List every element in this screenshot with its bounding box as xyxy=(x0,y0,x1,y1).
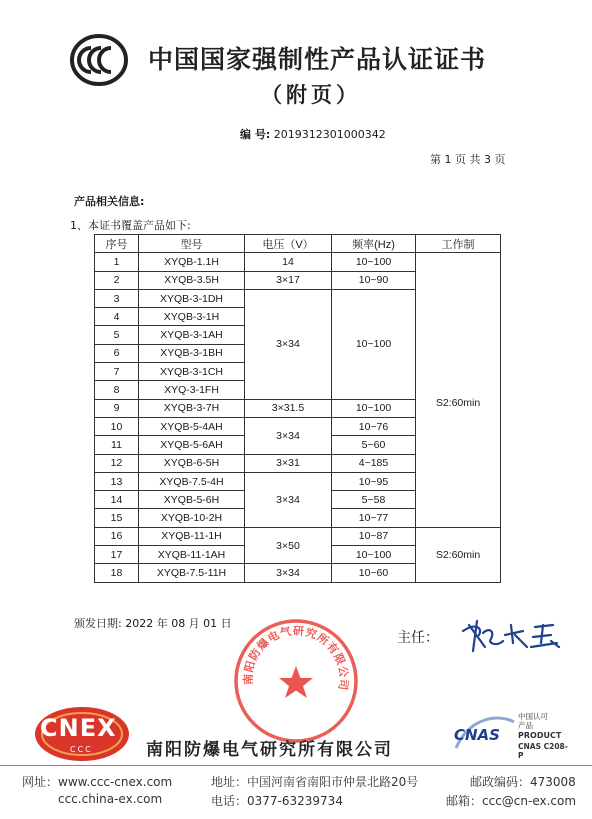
cell-model: XYQB-5-4AH xyxy=(139,417,245,435)
cell-model: XYQ-3-1FH xyxy=(139,381,245,399)
cell-frequency: 5~58 xyxy=(332,491,416,509)
footer-zip: 邮政编码：473008 xyxy=(470,775,576,789)
seal-text: 南阳防爆电气研究所有限公司 xyxy=(241,624,351,692)
certificate-number xyxy=(240,126,386,142)
footer-phone: 电话：0377-63239734 xyxy=(211,794,343,808)
cell-model: XYQB-3-1CH xyxy=(139,363,245,381)
cell-no: 4 xyxy=(95,308,139,326)
footer-address: 地址：中国河南省南阳市仲景北路20号 xyxy=(211,775,419,789)
signature-icon xyxy=(455,613,575,655)
cell-no: 9 xyxy=(95,399,139,417)
cell-voltage: 3×17 xyxy=(245,271,332,289)
cnas-product-label: PRODUCT xyxy=(518,731,562,740)
header-voltage: 电压（V） xyxy=(245,235,332,253)
cell-frequency: 10~100 xyxy=(332,253,416,271)
ccc-logo-icon xyxy=(70,34,128,86)
cell-frequency: 10~100 xyxy=(332,546,416,564)
cell-frequency: 10~90 xyxy=(332,271,416,289)
cnex-logo-sub: CCC xyxy=(70,745,93,754)
cell-model: XYQB-3-7H xyxy=(139,399,245,417)
manager-label: 主任： xyxy=(397,630,439,646)
cell-no: 7 xyxy=(95,363,139,381)
cell-duty: S2:60min xyxy=(416,253,501,527)
cell-model: XYQB-5-6H xyxy=(139,491,245,509)
table-row xyxy=(95,527,501,545)
footer-divider xyxy=(0,765,592,766)
cell-voltage: 3×34 xyxy=(245,564,332,582)
footer-website: 网址：www.ccc-cnex.com xyxy=(22,775,173,789)
cnas-cn-label xyxy=(518,712,548,730)
product-intro: 1、本证书覆盖产品如下: xyxy=(70,219,191,232)
cell-no: 6 xyxy=(95,344,139,362)
cell-no: 17 xyxy=(95,546,139,564)
cell-model: XYQB-11-1AH xyxy=(139,546,245,564)
cell-no: 8 xyxy=(95,381,139,399)
certificate-number-label: 编 号: xyxy=(240,128,271,141)
header-frequency: 频率(Hz) xyxy=(332,235,416,253)
table-header-row xyxy=(95,235,501,253)
cell-model: XYQB-3.5H xyxy=(139,271,245,289)
cell-no: 16 xyxy=(95,527,139,545)
cnas-code: CNAS C208-P xyxy=(518,742,568,760)
certificate-number-value: 2019312301000342 xyxy=(273,128,386,141)
cell-no: 15 xyxy=(95,509,139,527)
cell-no: 3 xyxy=(95,289,139,307)
cell-no: 14 xyxy=(95,491,139,509)
cell-frequency: 10~60 xyxy=(332,564,416,582)
institute-name: 南阳防爆电气研究所有限公司 xyxy=(146,740,393,760)
cell-model: XYQB-1.1H xyxy=(139,253,245,271)
header-model: 型号 xyxy=(139,235,245,253)
section-title: 产品相关信息: xyxy=(74,195,145,208)
cell-no: 11 xyxy=(95,436,139,454)
cell-frequency: 10~100 xyxy=(332,399,416,417)
cell-frequency: 10~77 xyxy=(332,509,416,527)
cell-model: XYQB-11-1H xyxy=(139,527,245,545)
footer-website-2: ccc.china-ex.com xyxy=(58,792,163,806)
cell-frequency: 10~100 xyxy=(332,289,416,399)
cell-voltage: 3×34 xyxy=(245,472,332,527)
document-subtitle: （附页） xyxy=(261,82,361,107)
cell-voltage: 3×34 xyxy=(245,289,332,399)
header-no: 序号 xyxy=(95,235,139,253)
cnas-cn-line1: 中国认可 xyxy=(518,712,548,721)
cell-model: XYQB-3-1AH xyxy=(139,326,245,344)
cell-frequency: 4~185 xyxy=(332,454,416,472)
cell-model: XYQB-7.5-11H xyxy=(139,564,245,582)
product-table xyxy=(94,234,501,583)
cell-no: 12 xyxy=(95,454,139,472)
official-seal-icon xyxy=(233,618,359,744)
cnex-logo xyxy=(34,706,130,762)
issue-date: 颁发日期: 2022 年 08 月 01 日 xyxy=(74,617,232,630)
cell-no: 2 xyxy=(95,271,139,289)
cell-model: XYQB-3-1BH xyxy=(139,344,245,362)
cnas-cn-line2: 产品 xyxy=(518,721,533,730)
cnas-logo-text: CNAS xyxy=(454,726,500,744)
cell-voltage: 3×31.5 xyxy=(245,399,332,417)
cell-model: XYQB-5-6AH xyxy=(139,436,245,454)
cell-frequency: 10~76 xyxy=(332,417,416,435)
cnas-logo xyxy=(452,708,570,760)
cell-frequency: 5~60 xyxy=(332,436,416,454)
cell-model: XYQB-3-1H xyxy=(139,308,245,326)
cell-model: XYQB-10-2H xyxy=(139,509,245,527)
cell-voltage: 3×50 xyxy=(245,527,332,564)
cnex-logo-text: CNEX xyxy=(40,714,117,742)
cell-no: 1 xyxy=(95,253,139,271)
document-title: 中国国家强制性产品认证证书 xyxy=(148,45,487,74)
cell-model: XYQB-7.5-4H xyxy=(139,472,245,490)
cell-voltage: 3×31 xyxy=(245,454,332,472)
cell-frequency: 10~87 xyxy=(332,527,416,545)
header-duty: 工作制 xyxy=(416,235,501,253)
cell-model: XYQB-6-5H xyxy=(139,454,245,472)
cell-model: XYQB-3-1DH xyxy=(139,289,245,307)
cell-no: 10 xyxy=(95,417,139,435)
footer-email: 邮箱：ccc@cn-ex.com xyxy=(446,794,577,808)
cell-no: 13 xyxy=(95,472,139,490)
cell-no: 5 xyxy=(95,326,139,344)
cell-voltage: 3×34 xyxy=(245,417,332,454)
page-info: 第 1 页 共 3 页 xyxy=(430,153,506,166)
cell-no: 18 xyxy=(95,564,139,582)
cell-duty: S2:60min xyxy=(416,527,501,582)
cell-voltage: 14 xyxy=(245,253,332,271)
cell-frequency: 10~95 xyxy=(332,472,416,490)
table-row xyxy=(95,253,501,271)
